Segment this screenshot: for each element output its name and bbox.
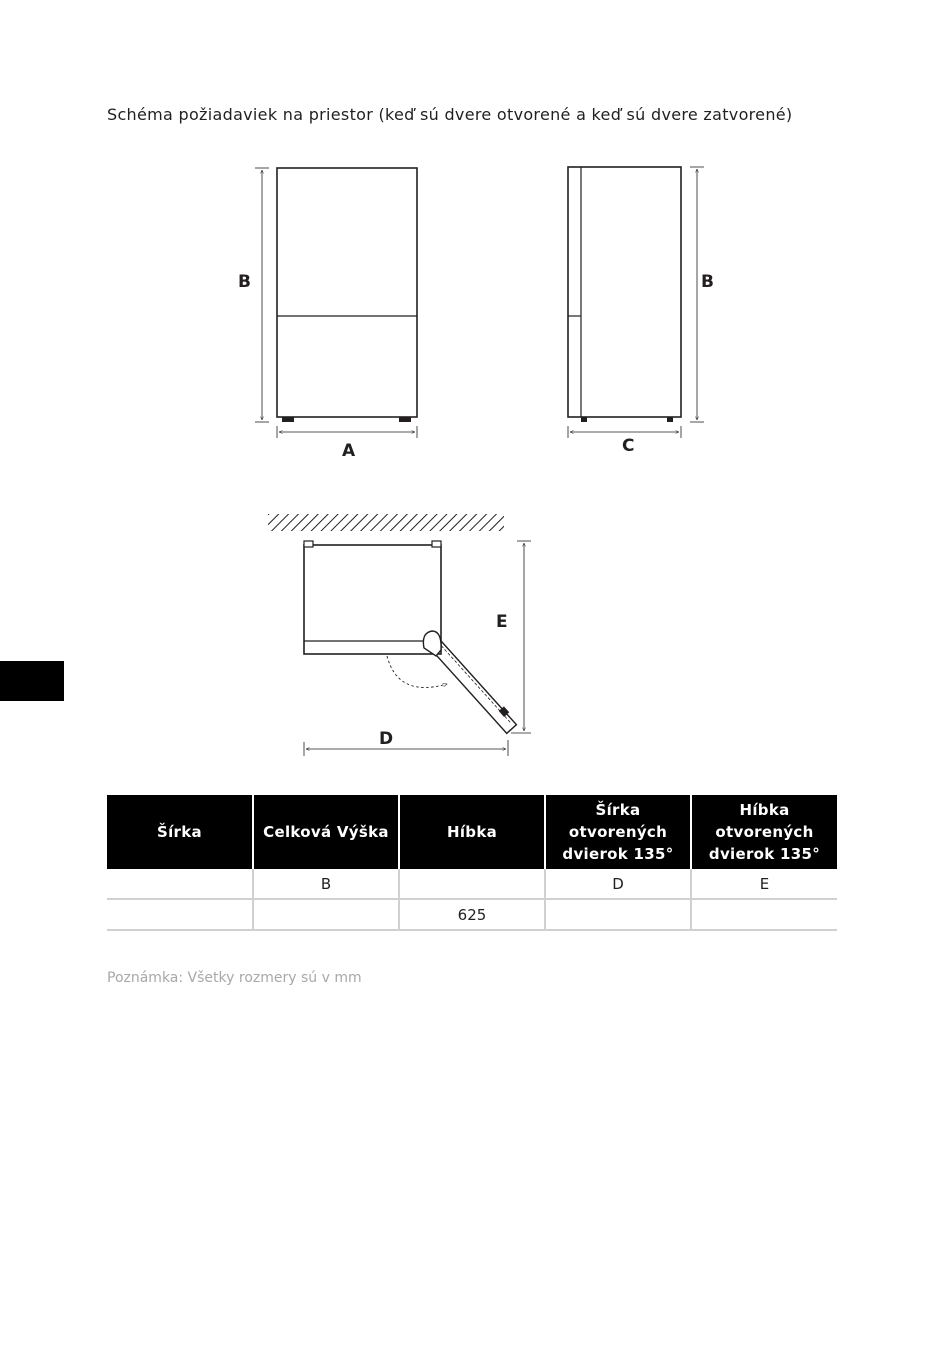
header-open-door-depth: Híbka otvorených dvierok 135° [691,795,837,869]
door-depth-label: E [496,612,508,632]
side-foot-front [581,417,587,422]
fridge-top-body [304,545,441,654]
table-cell: B [253,869,399,899]
front-width-label: A [342,441,356,461]
rear-spacer-left [304,541,313,547]
table-cell [107,869,253,899]
rear-spacer-right [432,541,441,547]
table-cell: 625 [399,899,545,930]
top-view [268,514,531,756]
front-view [238,168,417,461]
door-hinge [423,631,441,656]
table-cell [399,869,545,899]
front-foot-left [282,417,294,422]
header-total-height: Celková Výška [253,795,399,869]
header-width: Šírka [107,795,253,869]
table-row [107,899,837,930]
fridge-side-body [568,167,681,417]
door-swing-arc [387,656,447,688]
table-cell: D [545,869,691,899]
header-open-door-width: Šírka otvorených dvierok 135° [545,795,691,869]
side-height-label: B [701,272,714,292]
door-width-label: D [379,729,394,749]
table-cell [691,899,837,930]
table-cell [545,899,691,930]
table-row [107,869,837,899]
fridge-front-body [277,168,417,417]
side-view [568,167,714,456]
page-heading: Schéma požiadaviek na priestor (keď sú dvere otvorené a keď sú dvere zatvorené) [107,105,793,124]
table-cell: E [691,869,837,899]
table-cell [107,899,253,930]
side-depth-label: C [622,436,635,456]
dimensions-table [107,795,837,931]
side-foot-back [667,417,673,422]
header-depth: Híbka [399,795,545,869]
table-cell [253,899,399,930]
units-note: Poznámka: Všetky rozmery sú v mm [107,970,362,986]
table-header-row [107,795,837,869]
front-height-label: B [238,272,251,292]
front-foot-right [399,417,411,422]
wall-hatch [268,514,504,531]
